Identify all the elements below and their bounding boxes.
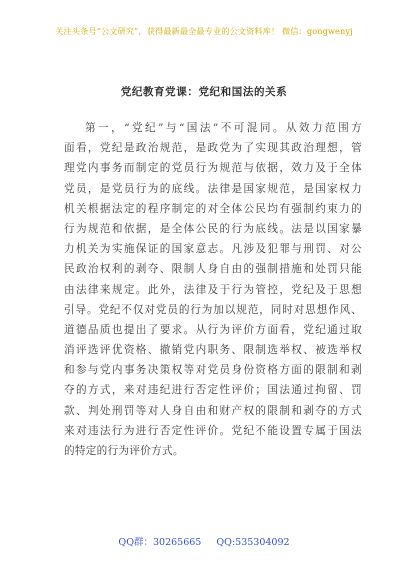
body-line: 面看，党纪是政治规范，是政党为了实现其政治理想，管 [64,142,362,155]
body-line: 理党内事务而制定的党员行为规范与依据，效力及于全体 [64,162,362,175]
footer-contact [0,534,408,548]
body-line: 党员，是党员行为的底线。法律是国家规范，是国家权力 [64,182,362,195]
body-line: 夺的方式，来对违纪进行否定性评价；国法通过拘留、罚 [64,384,362,397]
body-line: 和参与党内事务决策权等对党员身份资格方面的限制和剥 [64,364,362,377]
document-body [64,118,362,461]
body-line: 引导。党纪不仅对党员的行为加以规范，同时对思想作风、 [64,303,362,316]
body-line: 行为规范和依据，是全体公民的行为底线。法是以国家暴 [64,222,362,235]
body-line: 的特定的行为评价方式。 [64,445,184,457]
footer-qq-group: QQ群：30265665 [118,537,202,548]
body-line: 消评选评优资格、撤销党内职务、限制选举权、被选举权 [64,344,362,357]
body-line: 机关根据法定的程序制定的对全体公民均有强制约束力的 [64,202,362,215]
body-line: 道德品质也提出了要求。从行为评价方面看，党纪通过取 [64,323,362,336]
document-title: 党纪教育党课：党纪和国法的关系 [120,86,288,98]
body-line: 民政治权利的剥夺、限制人身自由的强制措施和处罚只能 [64,263,362,276]
footer-qq: QQ:535304092 [216,537,290,548]
body-line: 第一，“党纪”与“国法”不可混同。从效力范围方 [85,122,362,134]
body-line: 力机关为实施保证的国家意志。凡涉及犯罪与刑罚、对公 [64,243,362,256]
header-banner: 关注头条号“公文研究”，获得最新最全最专业的公文资料库！ 微信：gongwenyj [55,26,353,36]
body-line: 来对违法行为进行否定性评价。党纪不能设置专属于国法 [64,424,362,437]
body-line: 款、判处刑罚等对人身自由和财产权的限制和剥夺的方式 [64,404,362,417]
body-line: 由法律来规定。此外，法律及于行为管控，党纪及于思想 [64,283,362,296]
